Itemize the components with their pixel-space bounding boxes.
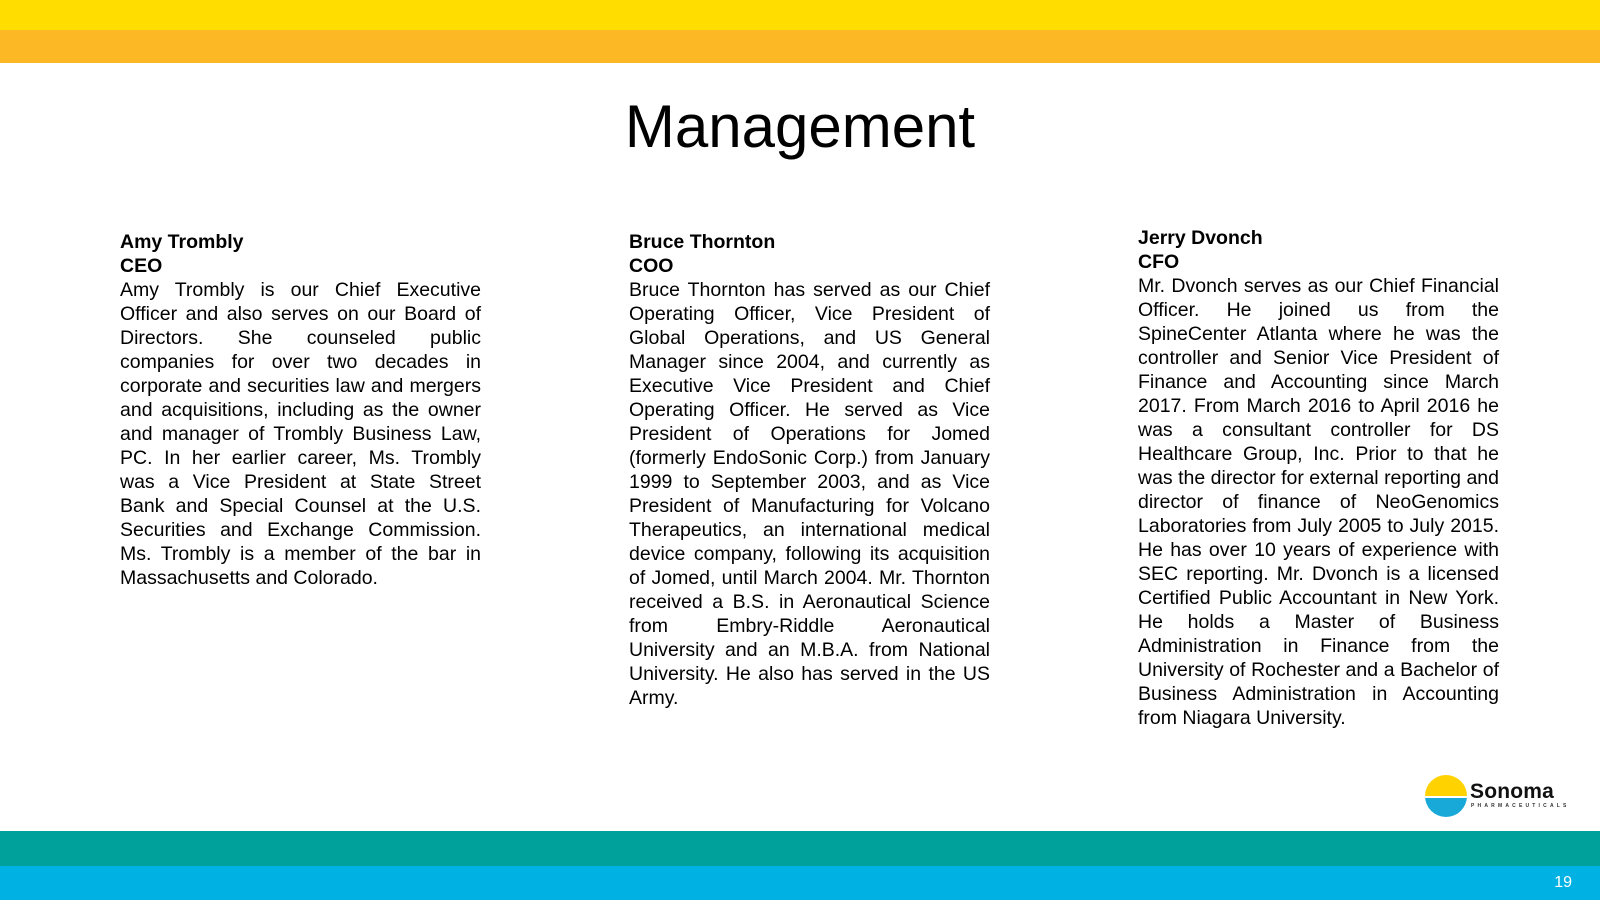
person-name: Amy Trombly — [120, 231, 244, 253]
bottom-band-teal — [0, 831, 1600, 866]
person-role: CEO — [120, 255, 163, 277]
person-bio: Bruce Thornton has served as our Chief Operating Officer, Vice President of Global Operations, and US General Manager since 2004, and currently as Executive Vice President and Chief Operating Officer. He served as Vice President of Operations for Jomed (formerly EndoSonic Corp.) from January 1999 to September 2003, and as Vice President of Manufacturing for Volcano Therapeutics, an international medical device company, following its acquisition of Jomed, until March 2004. Mr. Thornton received a B.S. in Aeronautical Science from Embry-Riddle Aeronautical University and an M.B.A. from National University. He also has served in the US Army. — [629, 279, 990, 709]
slide-title: Management — [624, 93, 976, 160]
top-band-orange — [0, 30, 1600, 63]
person-name: Jerry Dvonch — [1138, 227, 1263, 249]
bio-jerry-dvonch — [1138, 226, 1499, 730]
person-role: COO — [629, 255, 674, 277]
bio-bruce-thornton — [629, 230, 990, 710]
person-name: Bruce Thornton — [629, 231, 776, 253]
person-bio: Mr. Dvonch serves as our Chief Financial Officer. He joined us from the SpineCenter Atlanta where he was the controller and Senior Vice President of Finance and Accounting since March 2017. From March 2016 to April 2016 he was a consultant controller for DS Healthcare Group, Inc. Prior to that he was the director for external reporting and director of finance of NeoGenomics Laboratories from July 2005 to July 2015. He has over 10 years of experience with SEC reporting. Mr. Dvonch is a licensed Certified Public Accountant in New York. He holds a Master of Business Administration in Finance from the University of Rochester and a Bachelor of Business Administration in Accounting from Niagara University. — [1138, 275, 1499, 729]
sonoma-logo-icon — [1425, 775, 1467, 817]
person-bio: Amy Trombly is our Chief Executive Officer and also serves on our Board of Directors. She counseled public companies for over two decades in corporate and securities law and mergers and acquisitions, including as the owner and manager of Trombly Business Law, PC. In her earlier career, Ms. Trombly was a Vice President at State Street Bank and Special Counsel at the U.S. Securities and Exchange Commission. Ms. Trombly is a member of the bar in Massachusetts and Colorado. — [120, 279, 481, 589]
bottom-band-blue — [0, 866, 1600, 900]
brand-tagline: PHARMACEUTICALS — [1471, 803, 1570, 809]
top-band-yellow — [0, 0, 1600, 30]
page-number: 19 — [1554, 874, 1572, 891]
bio-amy-trombly — [120, 230, 481, 590]
brand-name: Sonoma — [1470, 780, 1555, 803]
person-role: CFO — [1138, 251, 1180, 273]
